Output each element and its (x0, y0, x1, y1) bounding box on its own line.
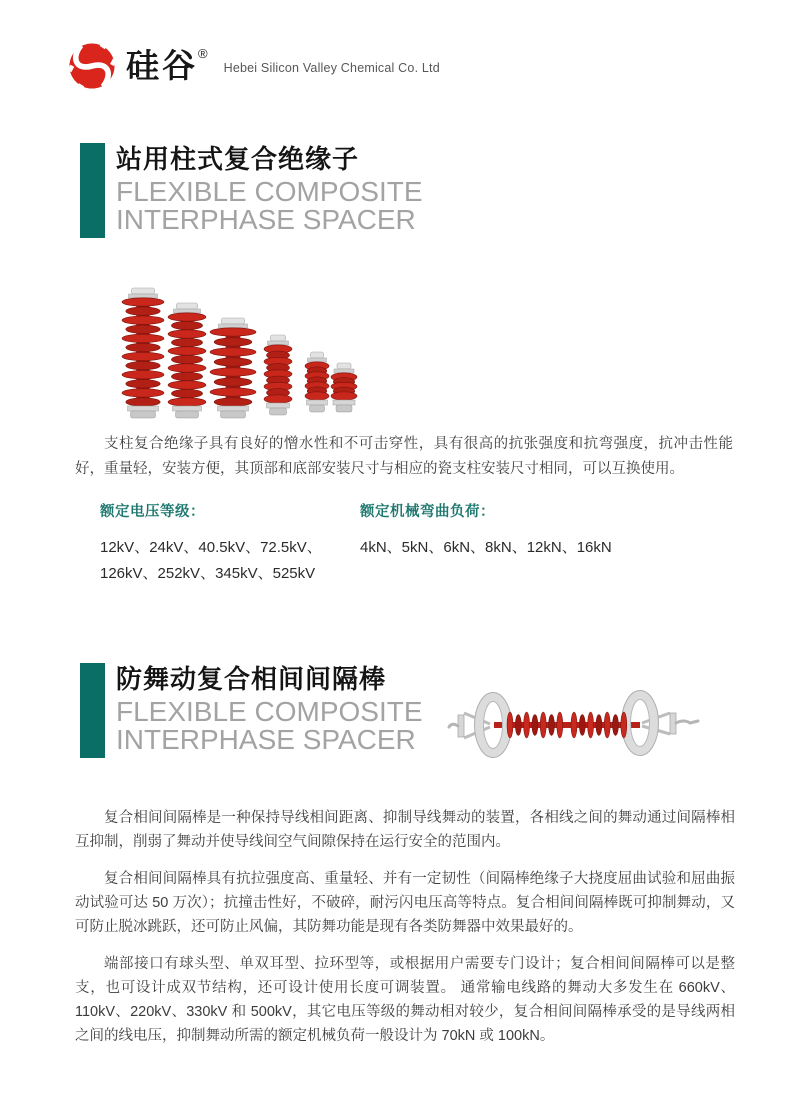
company-logo-icon (66, 40, 118, 92)
section-title-en (116, 178, 423, 234)
title-accent-bar (80, 663, 105, 758)
title-en-line1: FLEXIBLE COMPOSITE (116, 696, 423, 727)
voltage-values-line1: 12kV、24kV、40.5kV、72.5kV、 (100, 539, 322, 556)
spacer-paragraph-3: 端部接口有球头型、单双耳型、拉环型等，或根据用户需要专门设计；复合相间间隔棒可以是整支，也可设计成双节结构，还可设计使用长度可调装置。 通常输电线路的舞动大多发生在 660kV、110kV、220kV、330kV 和 500kV，其它电压等级的舞动相对较少，复合相间间隔棒承受的是导线两相之间的线电压，抑制舞动所需的额定机械负荷一般设计为 70kN 或 100kN。 (75, 956, 735, 1044)
ratings-block (100, 500, 740, 587)
bending-load-column (360, 500, 612, 587)
section-title-cn: 站用柱式复合绝缘子 (116, 144, 360, 174)
post-insulator-description-block (75, 432, 733, 482)
title-en-line2: INTERPHASE SPACER (116, 724, 416, 755)
voltage-values-line2: 126kV、252kV、345kV、525kV (100, 565, 316, 582)
company-name: Hebei Silicon Valley Chemical Co. Ltd (223, 61, 440, 75)
bending-load-label: 额定机械弯曲负荷： (360, 504, 495, 520)
logo-wordmark (126, 45, 208, 84)
header-logo-lockup (66, 40, 440, 92)
post-insulators-product-image (95, 272, 415, 424)
section-interphase-spacer-title (80, 663, 423, 758)
spacer-paragraph-2: 复合相间间隔棒具有抗拉强度高、重量轻、并有一定韧性（间隔棒绝缘子大挠度屈曲试验和屈曲振动试验可达 50 万次）；抗撞击性好，不破碎，耐污闪电压高等特点。复合相间间隔棒既可抑制舞动，又可防止脱冰跳跃，还可防止风偏，其防舞功能是现有各类防舞器中效果最好的。 (75, 871, 735, 935)
bending-load-values: 4kN、5kN、6kN、8kN、12kN、16kN (360, 539, 612, 556)
interphase-spacer-text-block (75, 806, 735, 1061)
section-post-insulator-title (80, 143, 423, 238)
voltage-rating-column (100, 500, 360, 587)
section-title-en (116, 698, 423, 754)
voltage-rating-label: 额定电压等级： (100, 504, 205, 520)
spacer-paragraph-1: 复合相间间隔棒是一种保持导线相间距离、抑制导线舞动的装置，各相线之间的舞动通过间隔棒相互抑制，削弱了舞动并使导线间空气间隙保持在运行安全的范围内。 (75, 810, 735, 850)
title-en-line1: FLEXIBLE COMPOSITE (116, 176, 423, 207)
title-en-line2: INTERPHASE SPACER (116, 204, 416, 235)
title-accent-bar (80, 143, 105, 238)
section-title-cn: 防舞动复合相间间隔棒 (116, 664, 387, 694)
logo-text: 硅谷 (126, 46, 198, 84)
post-insulator-description: 支柱复合绝缘子具有良好的憎水性和不可击穿性，具有很高的抗张强度和抗弯强度，抗冲击性能好，重量轻，安装方便，其顶部和底部安装尺寸与相应的瓷支柱安装尺寸相同，可以互换使用。 (75, 436, 733, 477)
voltage-rating-values (100, 535, 360, 587)
interphase-spacer-product-image (446, 682, 710, 774)
registered-trademark-symbol: ® (198, 45, 208, 61)
